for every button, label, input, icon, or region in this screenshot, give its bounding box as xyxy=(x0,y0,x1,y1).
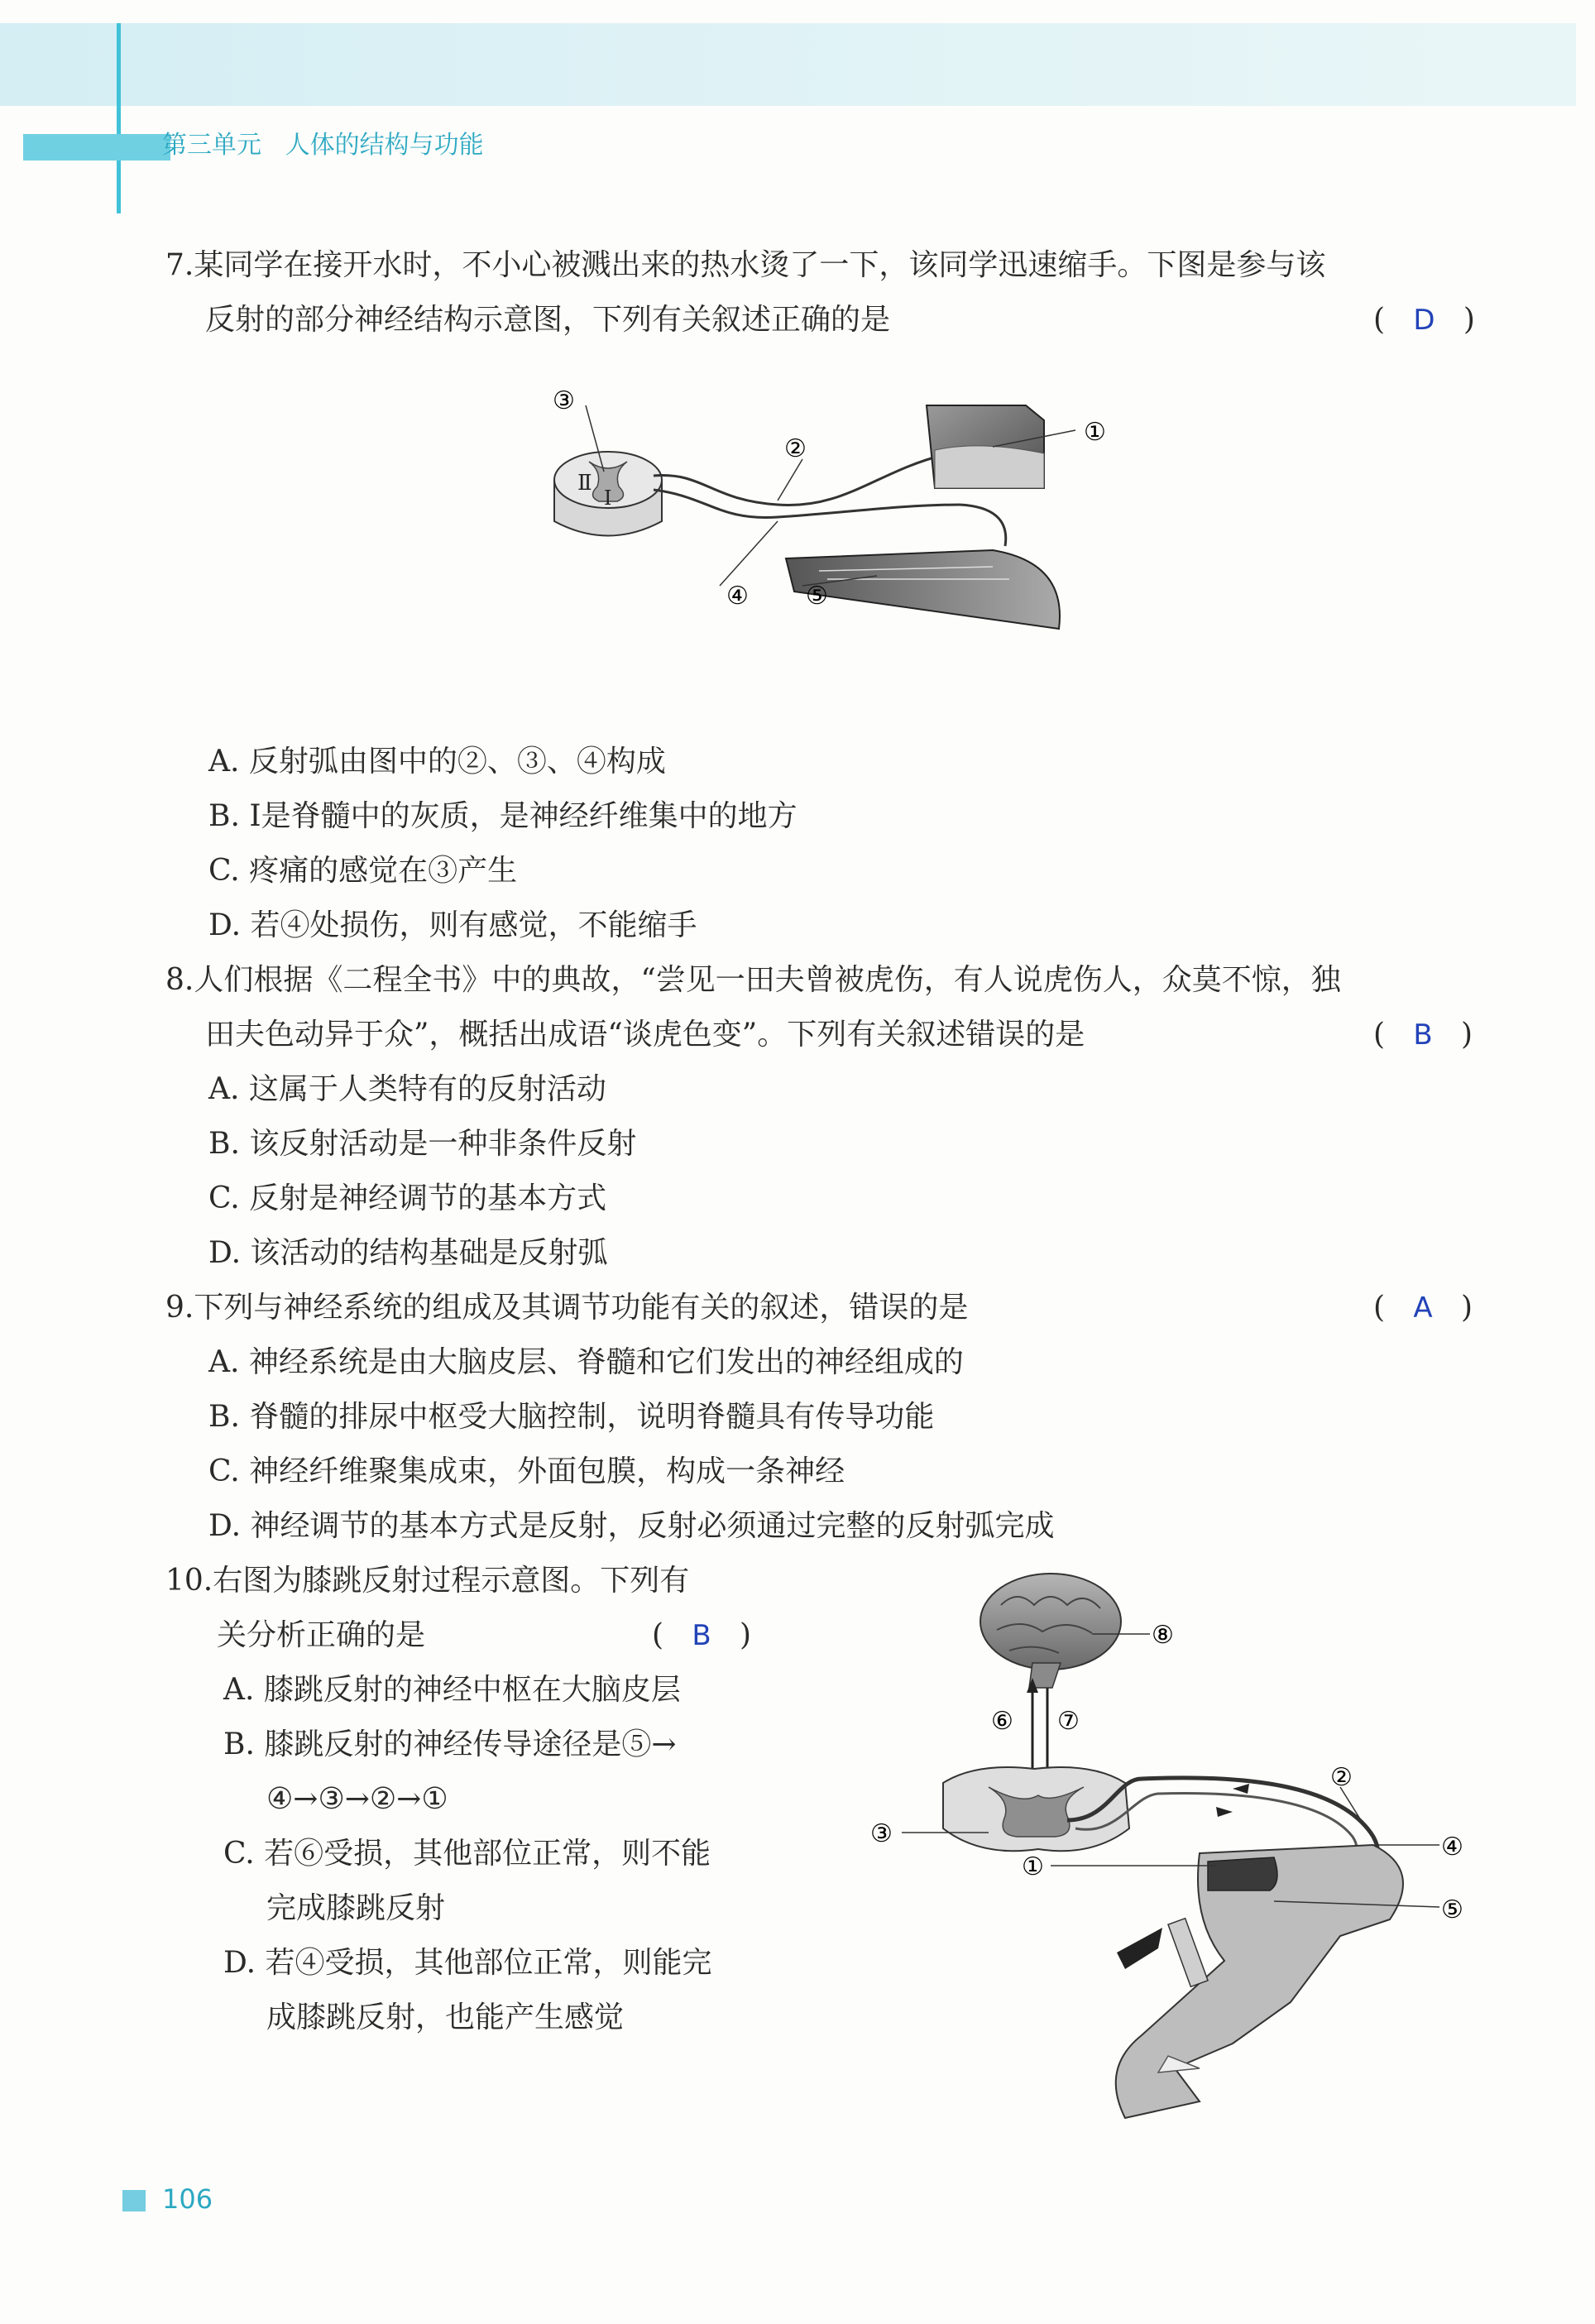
q7-number: 7. xyxy=(165,248,194,282)
q10-figure xyxy=(844,1572,1506,2135)
q10-label-8: ⑧ xyxy=(1152,1621,1174,1650)
q7-label-2: ② xyxy=(784,434,807,463)
q7-label-3: ③ xyxy=(553,386,575,415)
q10-option-d: D. 若④受损，其他部位正常，则能完 xyxy=(223,1946,712,1980)
header-band xyxy=(0,23,1576,106)
q10-option-c: C. 若⑥受损，其他部位正常，则不能 xyxy=(223,1837,711,1871)
q8-option-b: B. 该反射活动是一种非条件反射 xyxy=(208,1127,637,1161)
q7-label-4: ④ xyxy=(726,582,749,611)
q10-line-2: 关分析正确的是 xyxy=(217,1618,426,1652)
q7-line-1: 7.某同学在接开水时，不小心被溅出来的热水烫了一下，该同学迅速缩手。下图是参与该 xyxy=(165,248,1326,282)
q10-number: 10. xyxy=(165,1564,213,1598)
q10-label-5: ⑤ xyxy=(1441,1895,1463,1924)
q7-option-a: A. 反射弧由图中的②、③、④构成 xyxy=(208,745,666,779)
q10-label-7: ⑦ xyxy=(1057,1707,1080,1736)
q9-option-b: B. 脊髓的排尿中枢受大脑控制，说明脊髓具有传导功能 xyxy=(208,1400,935,1434)
q7-label-5: ⑤ xyxy=(806,582,828,611)
q10-option-d-cont: 成膝跳反射，也能产生感觉 xyxy=(266,2001,625,2034)
q10-label-1: ① xyxy=(1022,1852,1044,1881)
q10-option-c-cont: 完成膝跳反射 xyxy=(266,1891,446,1925)
q7-option-d: D. 若④处损伤，则有感觉，不能缩手 xyxy=(208,908,697,942)
q8-option-c: C. 反射是神经调节的基本方式 xyxy=(208,1181,607,1215)
q10-label-3: ③ xyxy=(870,1819,893,1848)
q10-line-1: 10.右图为膝跳反射过程示意图。下列有 xyxy=(165,1564,690,1598)
q7-option-c: C. 疼痛的感觉在③产生 xyxy=(208,854,518,888)
q10-label-6: ⑥ xyxy=(991,1707,1013,1736)
q9-answer: ( A ) xyxy=(1373,1291,1473,1325)
q7-label-1: ① xyxy=(1084,418,1106,447)
q7-option-b: B. Ⅰ是脊髓中的灰质，是神经纤维集中的地方 xyxy=(208,799,798,833)
q10-option-a: A. 膝跳反射的神经中枢在大脑皮层 xyxy=(223,1673,681,1707)
header-title xyxy=(162,129,484,162)
brain xyxy=(980,1574,1121,1688)
q7-answer: ( D ) xyxy=(1373,303,1475,337)
q8-option-a: A. 这属于人类特有的反射活动 xyxy=(208,1072,606,1106)
header-vertical-rule xyxy=(117,23,121,213)
unit-label: 第三单元 xyxy=(162,131,261,160)
q10-answer: ( B ) xyxy=(652,1618,752,1652)
q9-number: 9. xyxy=(165,1291,194,1325)
q9-option-d: D. 神经调节的基本方式是反射，反射必须通过完整的反射弧完成 xyxy=(208,1509,1055,1543)
unit-title: 人体的结构与功能 xyxy=(285,131,484,160)
q10-label-2: ② xyxy=(1330,1763,1353,1792)
q10-label-4: ④ xyxy=(1441,1833,1463,1862)
q8-option-d: D. 该活动的结构基础是反射弧 xyxy=(208,1236,608,1270)
q8-line-1: 8.人们根据《二程全书》中的典故，“尝见一田夫曾被虎伤，有人说虎伤人，众莫不惊，独 xyxy=(165,963,1341,997)
q7-figure xyxy=(529,381,1125,695)
spinal-cord-section xyxy=(554,452,662,536)
q10-option-b: B. 膝跳反射的神经传导途径是⑤→ xyxy=(223,1727,677,1761)
header-tab-marker xyxy=(23,134,170,161)
page-number-marker xyxy=(122,2190,146,2211)
page-number: 106 xyxy=(162,2183,213,2215)
q8-answer: ( B ) xyxy=(1373,1018,1473,1052)
q8-line-2: 田夫色动异于众”，概括出成语“谈虎色变”。下列有关叙述错误的是 xyxy=(205,1018,1085,1052)
svg-text:Ⅰ: Ⅰ xyxy=(604,486,612,510)
q8-number: 8. xyxy=(165,963,194,997)
q7-line-2: 反射的部分神经结构示意图，下列有关叙述正确的是 xyxy=(205,303,891,337)
q9-option-c: C. 神经纤维聚集成束，外面包膜，构成一条神经 xyxy=(208,1454,845,1488)
q10-option-b-cont: ④→③→②→① xyxy=(266,1782,448,1816)
skin-block xyxy=(927,405,1044,488)
leg xyxy=(1116,1845,1403,2118)
q9-line-1: 9.下列与神经系统的组成及其调节功能有关的叙述，错误的是 xyxy=(165,1291,969,1325)
q9-option-a: A. 神经系统是由大脑皮层、脊髓和它们发出的神经组成的 xyxy=(208,1345,964,1379)
svg-text:Ⅱ: Ⅱ xyxy=(577,471,592,496)
